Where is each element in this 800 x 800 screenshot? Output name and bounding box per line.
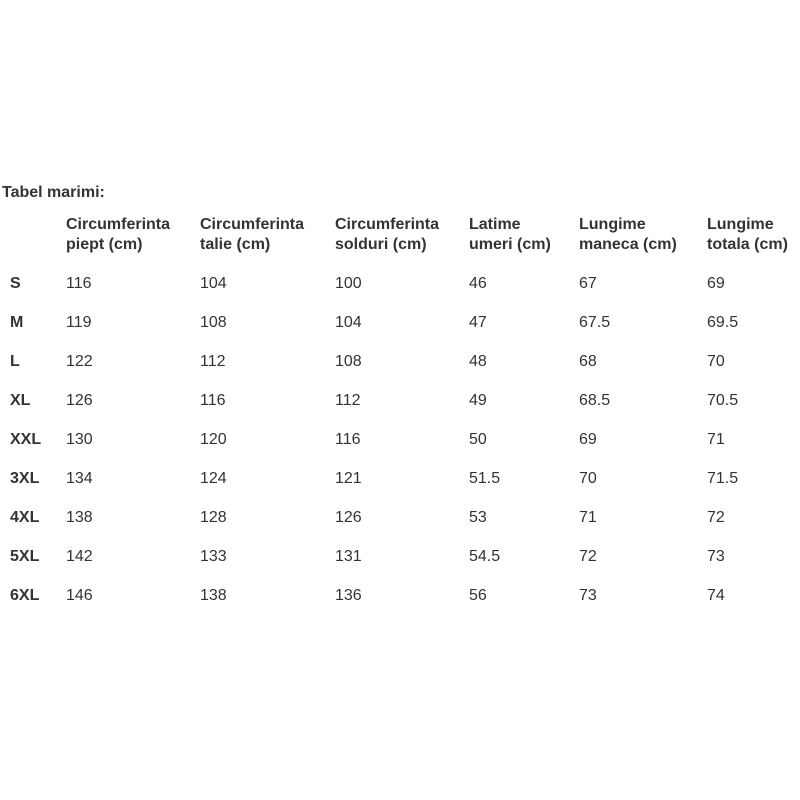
table-row [0,508,800,528]
shoulders-value: 56 [469,587,487,604]
table-row [0,313,800,333]
table-row [0,586,800,606]
header-total-length [707,215,788,255]
hips-value: 104 [335,314,362,331]
header-sleeve-line2: maneca (cm) [579,236,677,253]
size-label: 3XL [10,470,40,487]
sleeve-value: 70 [579,470,597,487]
total-length-value: 74 [707,587,725,604]
size-label: 4XL [10,509,40,526]
size-label: 5XL [10,548,40,565]
waist-value: 120 [200,431,227,448]
size-label: 6XL [10,587,40,604]
hips-value: 131 [335,548,362,565]
header-waist-line1: Circumferinta [200,216,305,233]
waist-value: 112 [200,353,226,370]
total-length-value: 71.5 [707,470,739,487]
header-chest-line1: Circumferinta [66,216,171,233]
total-length-value: 70.5 [707,392,739,409]
sleeve-value: 72 [579,548,597,565]
total-length-value: 70 [707,353,725,370]
header-chest [66,215,170,255]
waist-value: 104 [200,275,227,292]
chest-value: 116 [66,275,92,292]
header-sleeve-line1: Lungime [579,216,646,233]
header-total-length-line2: totala (cm) [707,236,788,253]
header-waist-line2: talie (cm) [200,236,271,253]
waist-value: 108 [200,314,227,331]
waist-value: 138 [200,587,227,604]
size-label: S [10,275,21,292]
total-length-value: 71 [707,431,725,448]
shoulders-value: 46 [469,275,487,292]
total-length-value: 72 [707,509,725,526]
header-shoulders-line2: umeri (cm) [469,236,551,253]
chest-value: 122 [66,353,93,370]
header-total-length-line1: Lungime [707,216,774,233]
table-row [0,547,800,567]
sleeve-value: 73 [579,587,597,604]
table-row [0,469,800,489]
chest-value: 134 [66,470,93,487]
sleeve-value: 71 [579,509,597,526]
size-label: XL [10,392,31,409]
waist-value: 116 [200,392,226,409]
shoulders-value: 49 [469,392,487,409]
chest-value: 119 [66,314,92,331]
table-row [0,391,800,411]
sleeve-value: 67.5 [579,314,611,331]
sleeve-value: 68.5 [579,392,611,409]
header-shoulders-line1: Latime [469,216,521,233]
header-hips-line1: Circumferinta [335,216,440,233]
waist-value: 128 [200,509,227,526]
table-row [0,430,800,450]
table-row [0,352,800,372]
shoulders-value: 48 [469,353,487,370]
table-row [0,274,800,294]
waist-value: 124 [200,470,227,487]
shoulders-value: 53 [469,509,487,526]
shoulders-value: 50 [469,431,487,448]
header-hips-line2: solduri (cm) [335,236,427,253]
size-label: L [10,353,20,370]
sleeve-value: 69 [579,431,597,448]
shoulders-value: 54.5 [469,548,501,565]
hips-value: 136 [335,587,362,604]
waist-value: 133 [200,548,227,565]
shoulders-value: 51.5 [469,470,501,487]
size-label: M [10,314,24,331]
header-sleeve [579,215,677,255]
sleeve-value: 67 [579,275,597,292]
hips-value: 108 [335,353,362,370]
total-length-value: 73 [707,548,725,565]
sleeve-value: 68 [579,353,597,370]
total-length-value: 69.5 [707,314,739,331]
hips-value: 116 [335,431,361,448]
header-waist [200,215,304,255]
hips-value: 112 [335,392,361,409]
shoulders-value: 47 [469,314,487,331]
header-shoulders [469,215,551,255]
chest-value: 146 [66,587,93,604]
chest-value: 142 [66,548,93,565]
header-chest-line2: piept (cm) [66,236,143,253]
chest-value: 130 [66,431,93,448]
header-hips [335,215,439,255]
hips-value: 121 [335,470,362,487]
chart-title: Tabel marimi: [2,184,105,201]
chest-value: 126 [66,392,93,409]
chest-value: 138 [66,509,93,526]
size-label: XXL [10,431,42,448]
hips-value: 100 [335,275,362,292]
hips-value: 126 [335,509,362,526]
total-length-value: 69 [707,275,725,292]
